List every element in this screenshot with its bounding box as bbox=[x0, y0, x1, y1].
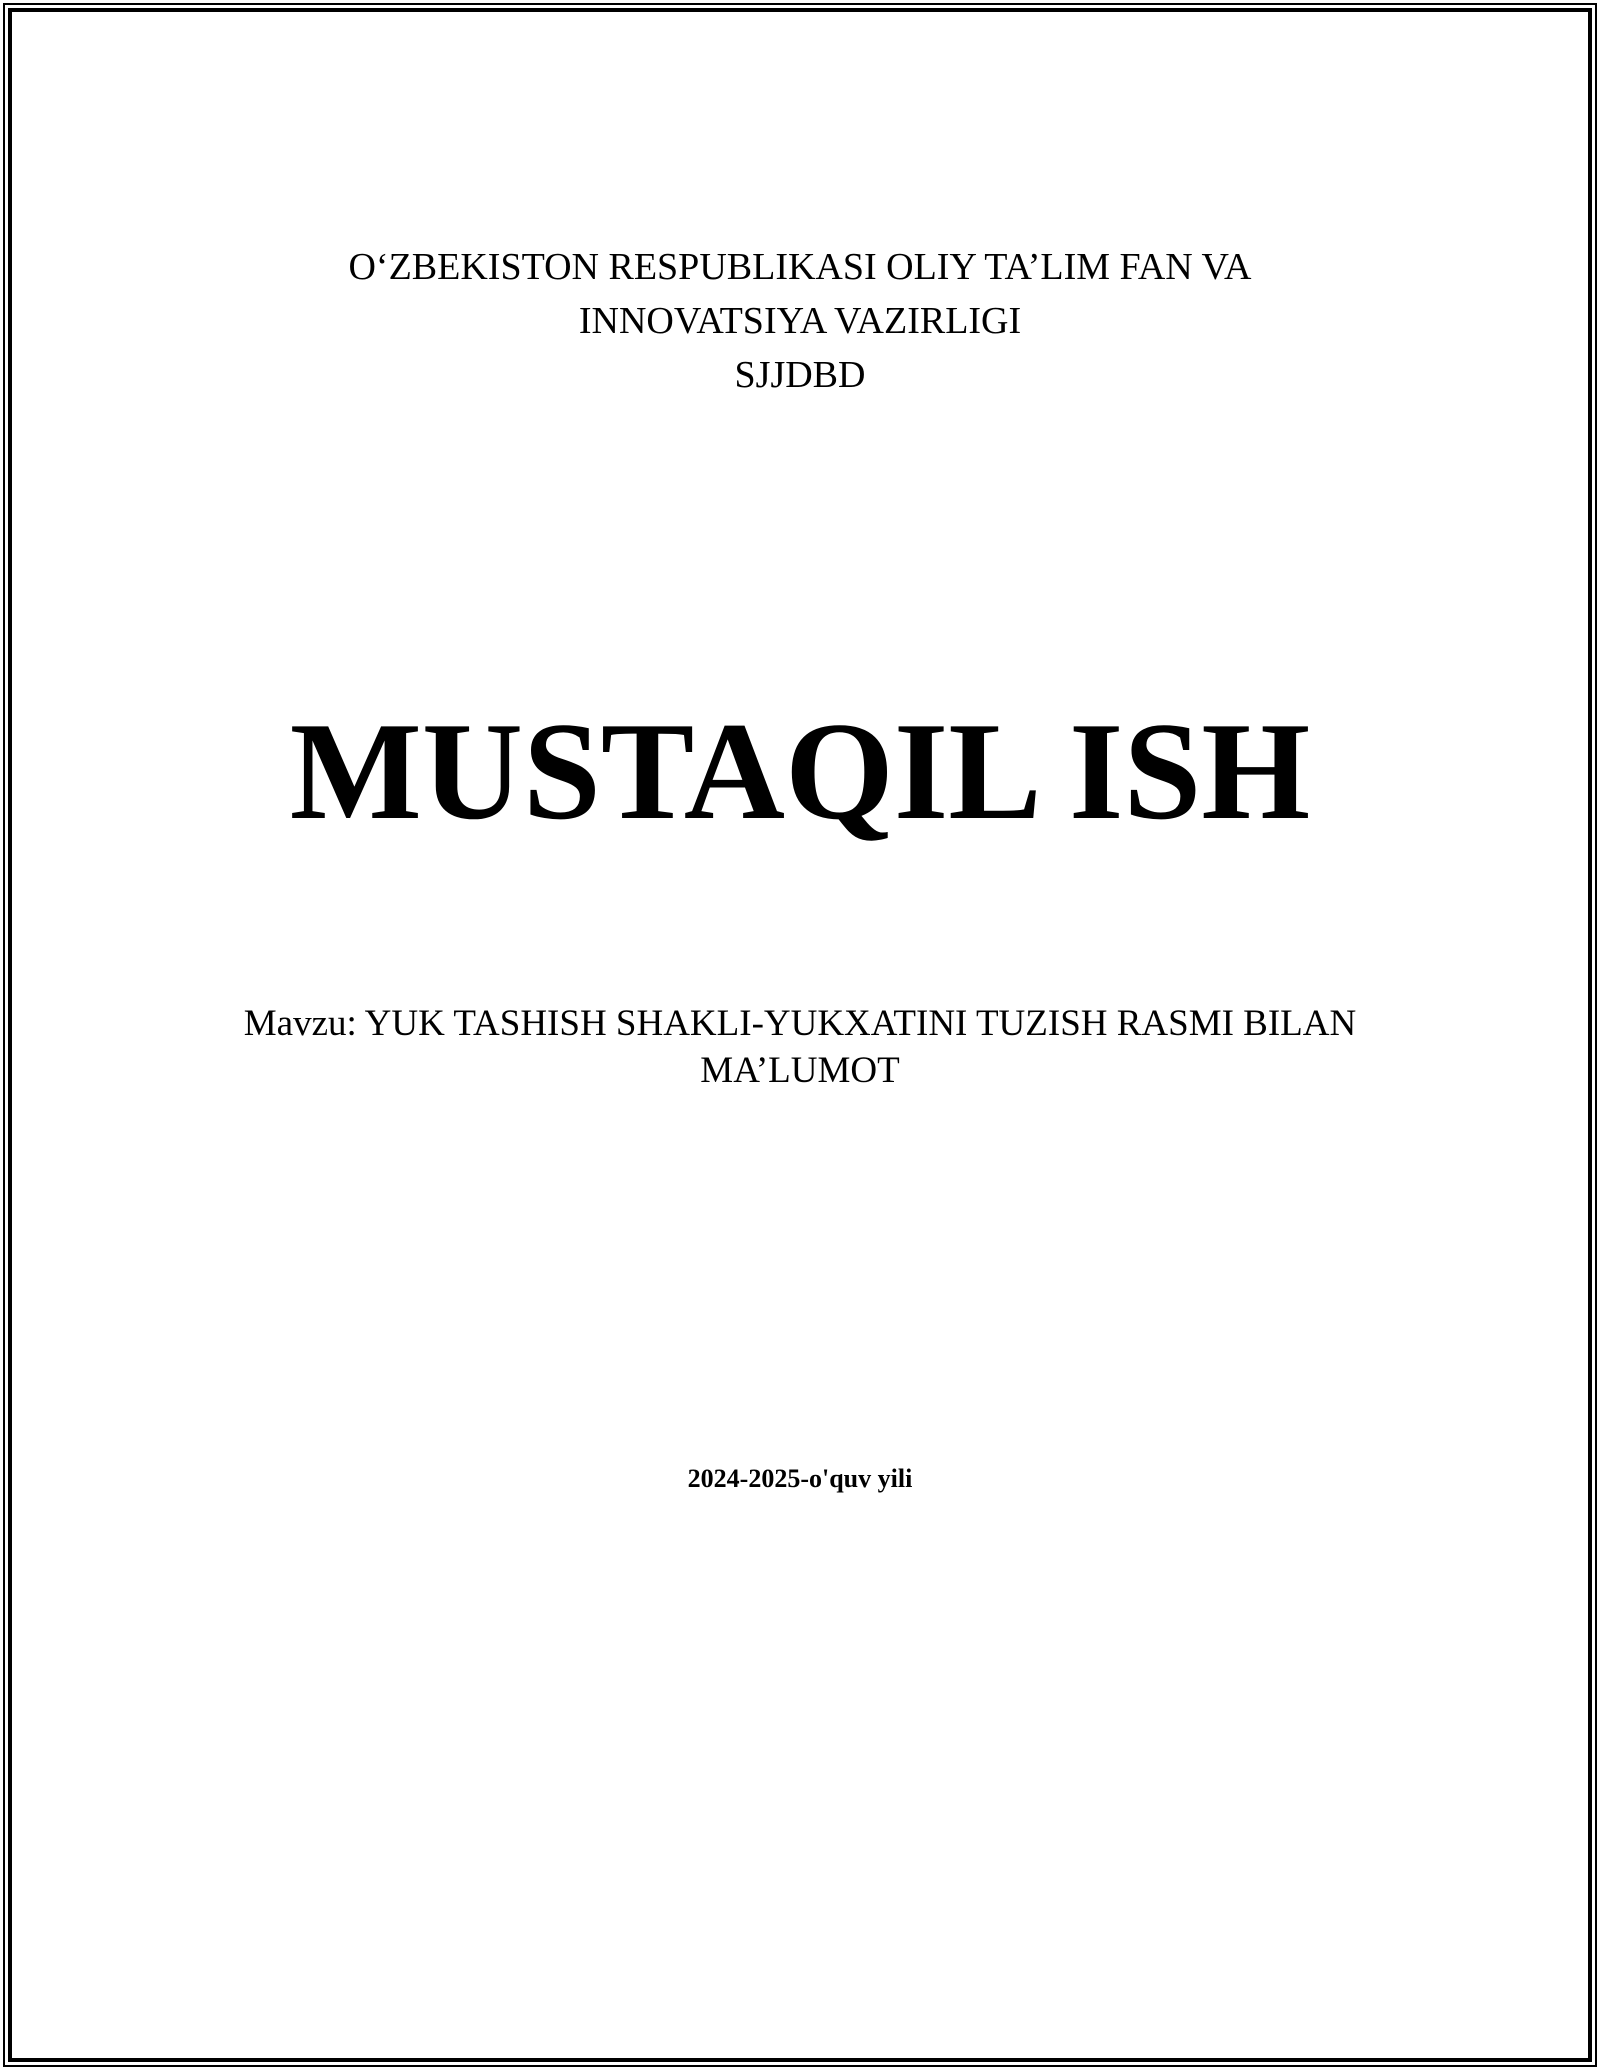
document-title: MUSTAQIL ISH bbox=[289, 694, 1311, 849]
topic-line2: MA’LUMOT bbox=[700, 1050, 900, 1091]
topic-block bbox=[0, 1000, 1600, 1094]
ministry-header-line1: O‘ZBEKISTON RESPUBLIKASI OLIY TA’LIM FAN VA bbox=[348, 246, 1252, 288]
institution-name: SJJDBD bbox=[734, 354, 866, 396]
topic-line1: Mavzu: YUK TASHISH SHAKLI-YUKXATINI TUZISH RASMI BILAN bbox=[243, 1003, 1357, 1044]
ministry-header bbox=[0, 240, 1600, 402]
ministry-header-line2: INNOVATSIYA VAZIRLIGI bbox=[578, 300, 1022, 342]
academic-year: 2024-2025-o'quv yili bbox=[687, 1464, 913, 1493]
